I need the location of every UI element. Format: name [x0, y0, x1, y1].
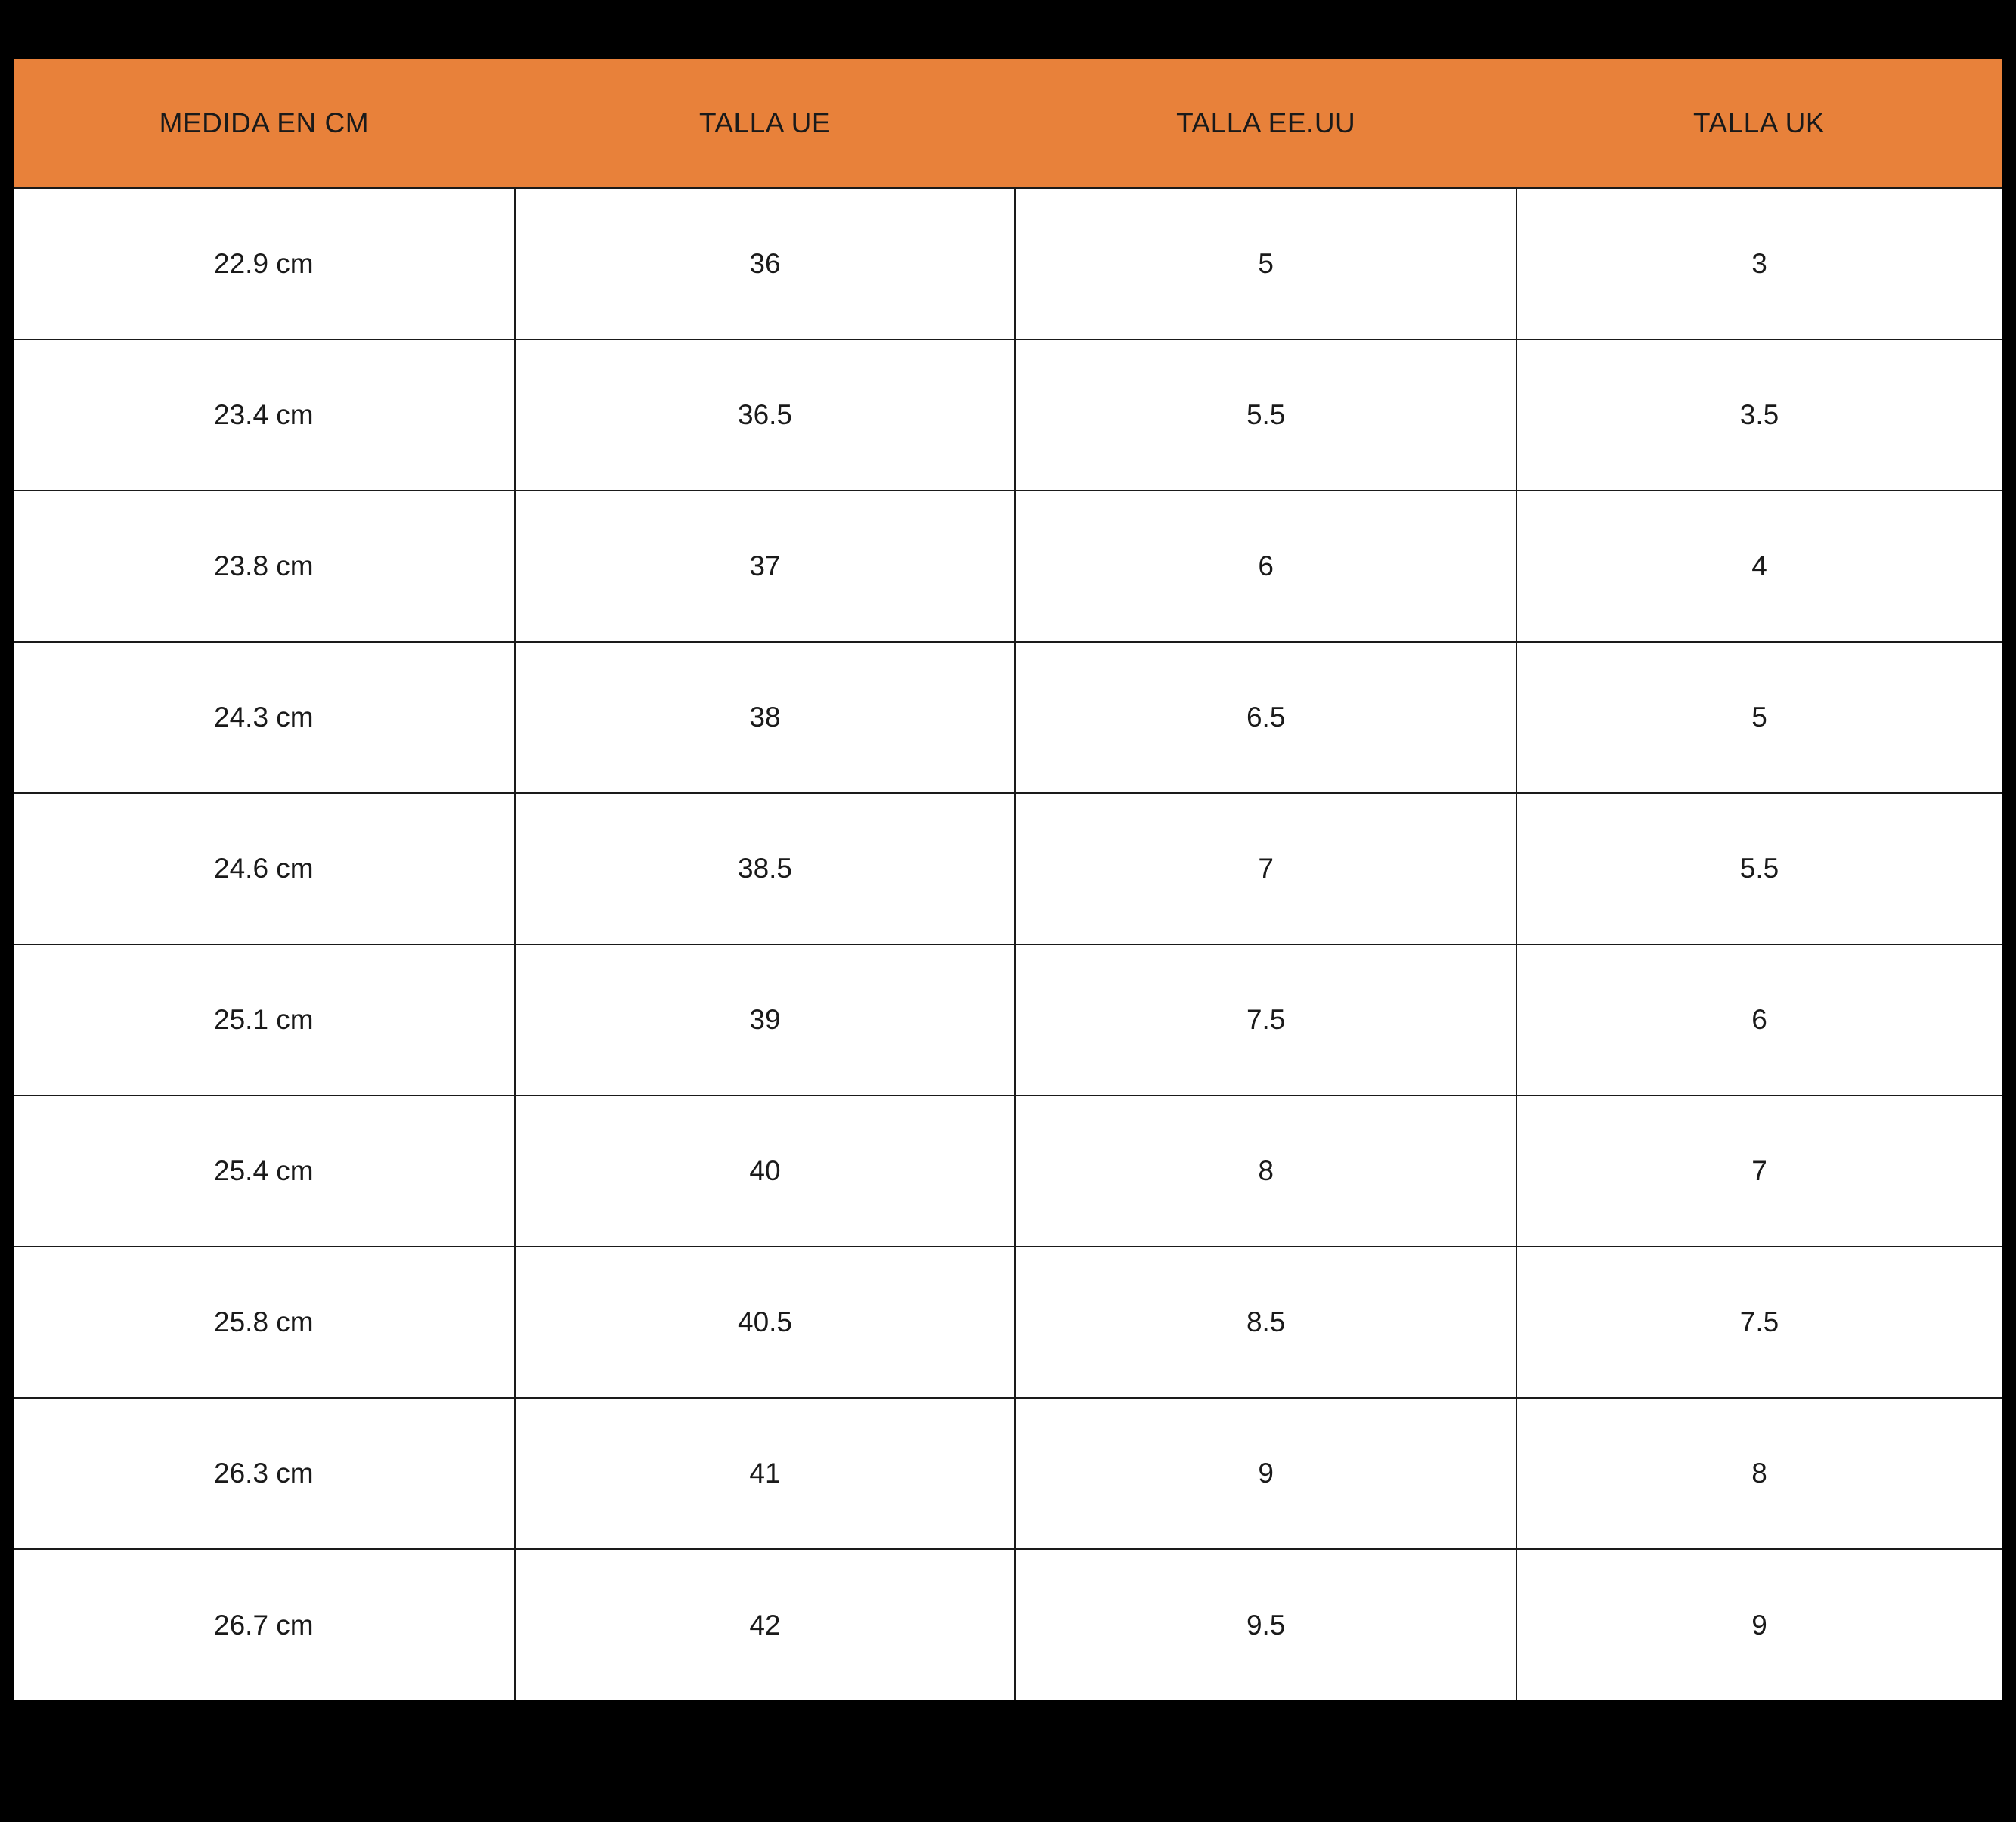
cell-uk: 8	[1516, 1398, 2002, 1549]
table-row	[14, 188, 2002, 339]
header-row	[14, 59, 2002, 188]
table-row	[14, 1398, 2002, 1549]
cell-us: 5	[1015, 188, 1516, 339]
cell-uk: 3	[1516, 188, 2002, 339]
table-row	[14, 1549, 2002, 1700]
cell-us: 6.5	[1015, 642, 1516, 793]
cell-us: 7.5	[1015, 944, 1516, 1095]
cell-cm: 25.4 cm	[14, 1095, 515, 1247]
cell-cm: 23.4 cm	[14, 339, 515, 491]
table-row	[14, 793, 2002, 944]
cell-us: 8	[1015, 1095, 1516, 1247]
table-body	[14, 188, 2002, 1700]
cell-cm: 23.8 cm	[14, 491, 515, 642]
cell-eu: 38.5	[515, 793, 1016, 944]
cell-cm: 22.9 cm	[14, 188, 515, 339]
cell-us: 9.5	[1015, 1549, 1516, 1700]
cell-eu: 38	[515, 642, 1016, 793]
cell-us: 7	[1015, 793, 1516, 944]
column-header-uk: TALLA UK	[1516, 59, 2002, 188]
cell-uk: 9	[1516, 1549, 2002, 1700]
table-row	[14, 491, 2002, 642]
cell-uk: 3.5	[1516, 339, 2002, 491]
cell-cm: 25.1 cm	[14, 944, 515, 1095]
cell-eu: 41	[515, 1398, 1016, 1549]
cell-uk: 7.5	[1516, 1247, 2002, 1398]
size-chart-container	[14, 59, 2002, 1700]
table-row	[14, 642, 2002, 793]
cell-eu: 36.5	[515, 339, 1016, 491]
cell-uk: 6	[1516, 944, 2002, 1095]
cell-us: 6	[1015, 491, 1516, 642]
cell-us: 8.5	[1015, 1247, 1516, 1398]
table-row	[14, 1247, 2002, 1398]
cell-cm: 24.6 cm	[14, 793, 515, 944]
cell-eu: 39	[515, 944, 1016, 1095]
cell-cm: 26.3 cm	[14, 1398, 515, 1549]
cell-eu: 40.5	[515, 1247, 1016, 1398]
cell-us: 9	[1015, 1398, 1516, 1549]
table-row	[14, 1095, 2002, 1247]
table-row	[14, 339, 2002, 491]
column-header-us: TALLA EE.UU	[1015, 59, 1516, 188]
cell-cm: 26.7 cm	[14, 1549, 515, 1700]
cell-uk: 7	[1516, 1095, 2002, 1247]
cell-eu: 36	[515, 188, 1016, 339]
cell-cm: 25.8 cm	[14, 1247, 515, 1398]
column-header-eu: TALLA UE	[515, 59, 1016, 188]
table-header	[14, 59, 2002, 188]
table-row	[14, 944, 2002, 1095]
size-chart-table	[14, 59, 2002, 1700]
cell-cm: 24.3 cm	[14, 642, 515, 793]
column-header-cm: MEDIDA EN CM	[14, 59, 515, 188]
cell-us: 5.5	[1015, 339, 1516, 491]
cell-uk: 5.5	[1516, 793, 2002, 944]
cell-uk: 4	[1516, 491, 2002, 642]
cell-uk: 5	[1516, 642, 2002, 793]
cell-eu: 37	[515, 491, 1016, 642]
cell-eu: 40	[515, 1095, 1016, 1247]
cell-eu: 42	[515, 1549, 1016, 1700]
